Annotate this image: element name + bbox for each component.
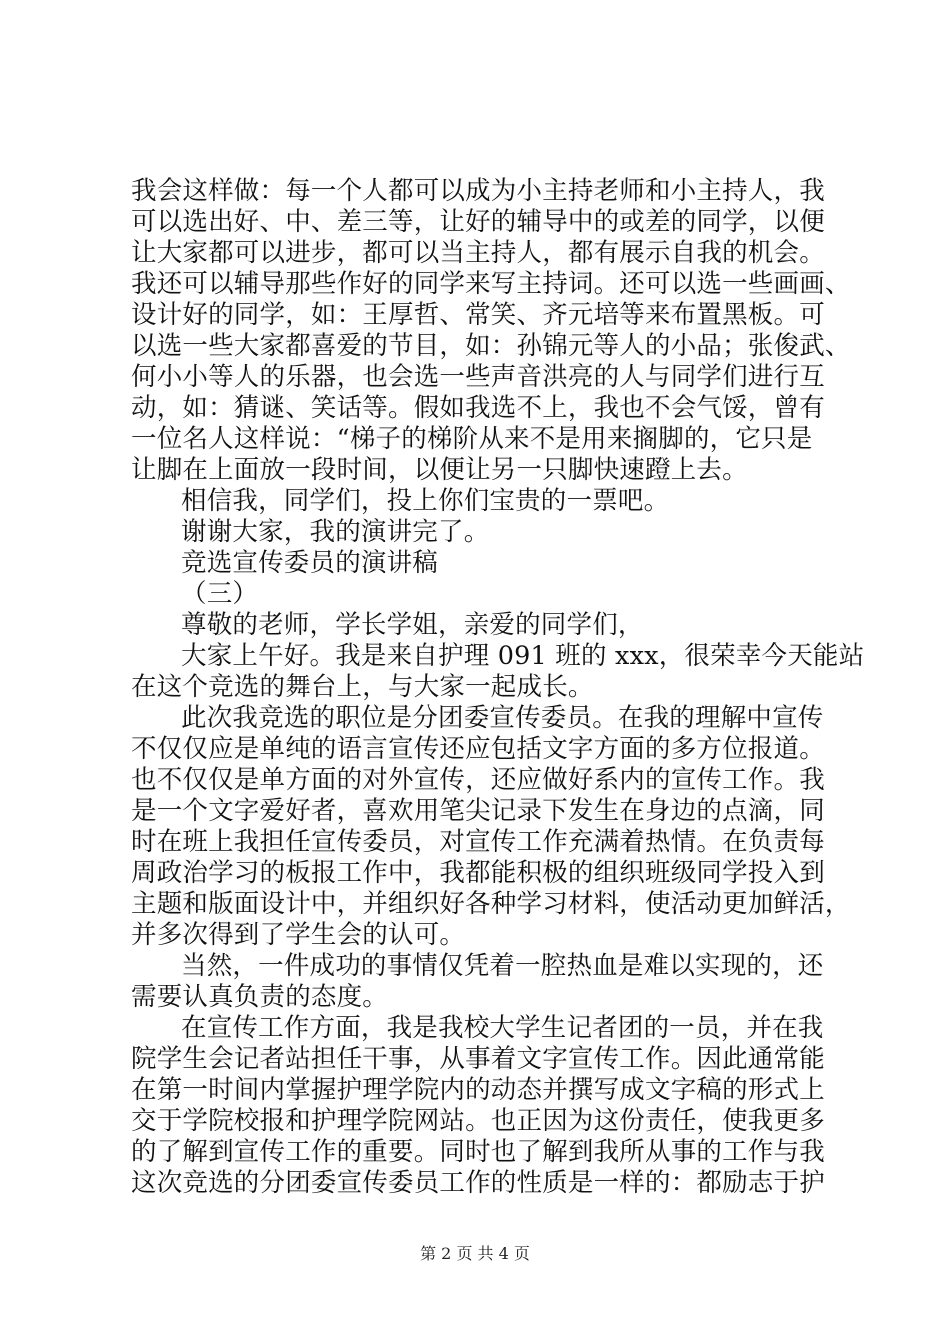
text-line: 在第一时间内掌握护理学院内的动态并撰写成文字稿的形式上	[131, 1075, 825, 1105]
text-line: 院学生会记者站担任干事，从事着文字宣传工作。因此通常能	[131, 1044, 825, 1074]
page-footer: 第 2 页 共 4 页	[420, 1244, 530, 1263]
text-line: 是一个文字爱好者，喜欢用笔尖记录下发生在身边的点滴，同	[131, 796, 825, 826]
text-line: 可以选出好、中、差三等，让好的辅导中的或差的同学，以便	[131, 207, 825, 237]
text-line: 主题和版面设计中，并组织好各种学习材料，使活动更加鲜活，	[131, 889, 851, 919]
text-line: 并多次得到了学生会的认可。	[131, 920, 466, 950]
text-line: 此次我竞选的职位是分团委宣传委员。在我的理解中宣传	[181, 703, 824, 733]
text-line: 谢谢大家，我的演讲完了。	[181, 517, 490, 547]
text-line: 在宣传工作方面，我是我校大学生记者团的一员，并在我	[181, 1013, 824, 1043]
text-line: 在这个竞选的舞台上，与大家一起成长。	[131, 672, 594, 702]
text-line: 时在班上我担任宣传委员，对宣传工作充满着热情。在负责每	[131, 827, 825, 857]
text-line: 的了解到宣传工作的重要。同时也了解到我所从事的工作与我	[131, 1137, 825, 1167]
text-line: 让大家都可以进步，都可以当主持人，都有展示自我的机会。	[131, 238, 825, 268]
text-line: 这次竞选的分团委宣传委员工作的性质是一样的：都励志于护	[131, 1168, 825, 1198]
text-line: 何小小等人的乐器，也会选一些声音洪亮的人与同学们进行互	[131, 362, 825, 392]
text-line: 相信我，同学们，投上你们宝贵的一票吧。	[181, 486, 670, 516]
text-line: 设计好的同学，如：王厚哲、常笑、齐元培等来布置黑板。可	[131, 300, 825, 330]
text-line: 需要认真负责的态度。	[131, 982, 389, 1012]
text-line: 以选一些大家都喜爱的节目，如：孙锦元等人的小品；张俊武、	[131, 331, 851, 361]
text-line: 不仅仅应是单纯的语言宣传还应包括文字方面的多方位报道。	[131, 734, 825, 764]
text-line: 我会这样做：每一个人都可以成为小主持老师和小主持人，我	[131, 176, 825, 206]
text-line: 当然，一件成功的事情仅凭着一腔热血是难以实现的，还	[181, 951, 824, 981]
section-number: （三）	[181, 579, 259, 609]
text-line: 动，如：猜谜、笑话等。假如我选不上，我也不会气馁，曾有	[131, 393, 825, 423]
text-line: 我还可以辅导那些作好的同学来写主持词。还可以选一些画画、	[131, 269, 851, 299]
text-line: 大家上午好。我是来自护理 091 班的 xxx，很荣幸今天能站	[181, 641, 865, 671]
section-title: 竞选宣传委员的演讲稿	[181, 548, 439, 578]
text-line: 一位名人这样说：“梯子的梯阶从来不是用来搁脚的，它只是	[131, 424, 813, 454]
text-line: 交于学院校报和护理学院网站。也正因为这份责任，使我更多	[131, 1106, 825, 1136]
text-line: 周政治学习的板报工作中，我都能积极的组织班级同学投入到	[131, 858, 825, 888]
text-line: 也不仅仅是单方面的对外宣传，还应做好系内的宣传工作。我	[131, 765, 825, 795]
salutation: 尊敬的老师，学长学姐，亲爱的同学们，	[181, 610, 644, 640]
text-line: 让脚在上面放一段时间，以便让另一只脚快速蹬上去。	[131, 455, 748, 485]
